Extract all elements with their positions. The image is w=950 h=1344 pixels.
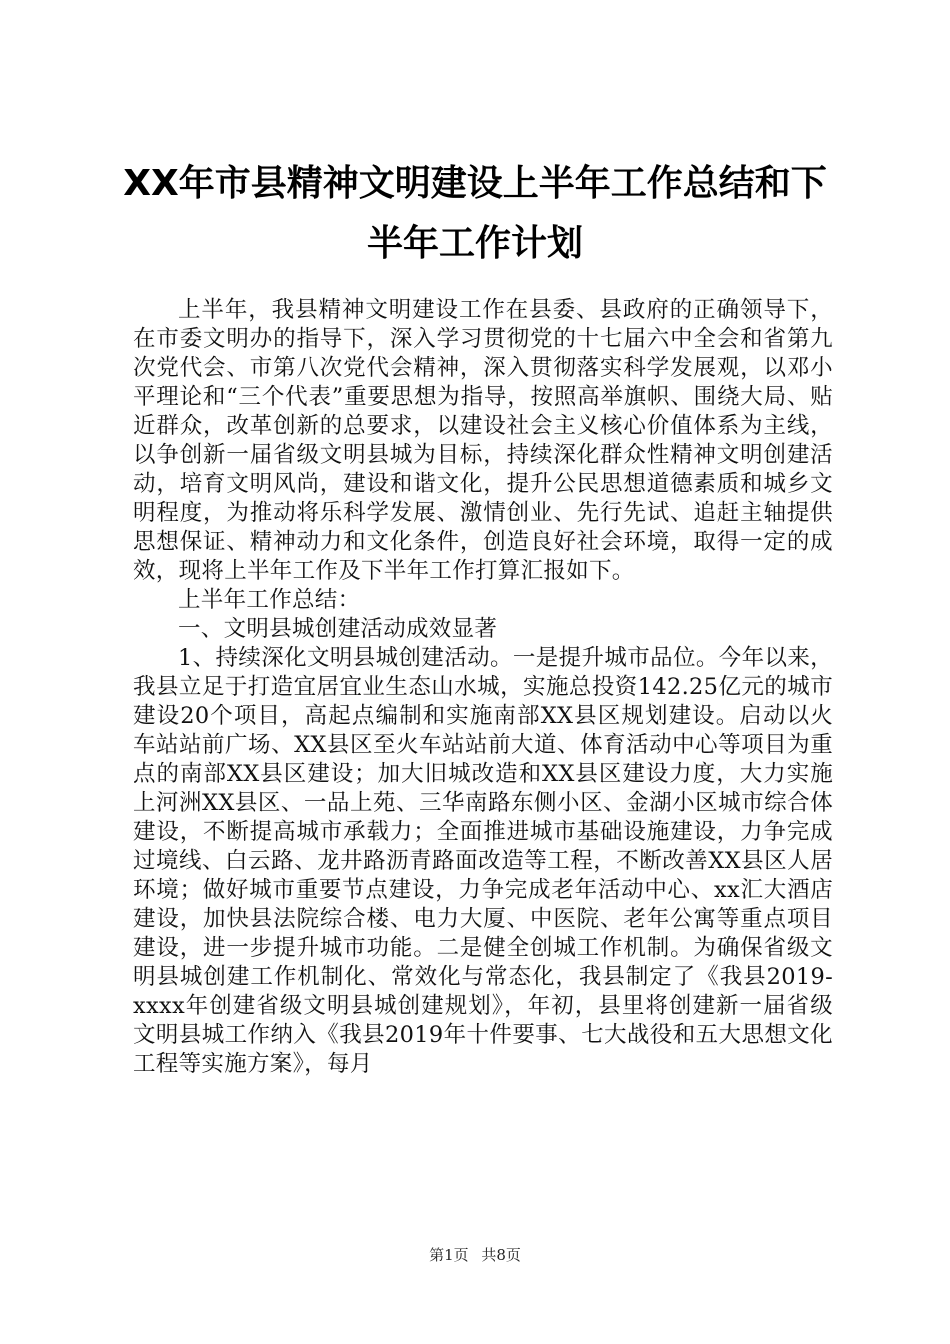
document-body: [133, 296, 833, 1079]
page-total: 共8页: [481, 1246, 521, 1264]
page-footer: [0, 1244, 950, 1265]
document-title-line-1: XX年市县精神文明建设上半年工作总结和下: [123, 163, 827, 204]
page-number: 第1页: [429, 1246, 469, 1264]
paragraph-item-1: 1、持续深化文明县城创建活动。一是提升城市品位。今年以来，我县立足于打造宜居宜业生态山水城，实施总投资142.25亿元的城市建设20个项目，高起点编制和实施南部XX县区规划建设。启动以火车站站前广场、XX县区至火车站站前大道、体育活动中心等项目为重点的南部XX县区建设；加大旧城改造和XX县区建设力度，大力实施上河洲XX县区、一品上苑、三华南路东侧小区、金湖小区城市综合体建设，不断提高城市承载力；全面推进城市基础设施建设，力争完成过境线、白云路、龙井路沥青路面改造等工程，不断改善XX县区人居环境；做好城市重要节点建设，力争完成老年活动中心、xx汇大酒店建设，加快县法院综合楼、电力大厦、中医院、老年公寓等重点项目建设，进一步提升城市功能。二是健全创城工作机制。为确保省级文明县城创建工作机制化、常效化与常态化，我县制定了《我县2019-xxxx年创建省级文明县城创建规划》，年初，县里将创建新一届省级文明县城工作纳入《我县2019年十件要事、七大战役和五大思想文化工程等实施方案》，每月: [133, 645, 833, 1077]
paragraph-subheading: 一、文明县城创建活动成效显著: [178, 616, 498, 642]
paragraph-section-heading: 上半年工作总结：: [178, 587, 361, 613]
document-title-line-2: 半年工作计划: [366, 223, 583, 264]
paragraph-intro: 上半年，我县精神文明建设工作在县委、县政府的正确领导下，在市委文明办的指导下，深入学习贯彻党的十七届六中全会和省第九次党代会、市第八次党代会精神，深入贯彻落实科学发展观，以邓小平理论和“三个代表”重要思想为指导，按照高举旗帜、围绕大局、贴近群众，改革创新的总要求，以建设社会主义核心价值体系为主线，以争创新一届省级文明县城为目标，持续深化群众性精神文明创建活动，培育文明风尚，建设和谐文化，提升公民思想道德素质和城乡文明程度，为推动将乐科学发展、激情创业、先行先试、追赶主轴提供思想保证、精神动力和文化条件，创造良好社会环境，取得一定的成效，现将上半年工作及下半年工作打算汇报如下。: [133, 297, 833, 584]
